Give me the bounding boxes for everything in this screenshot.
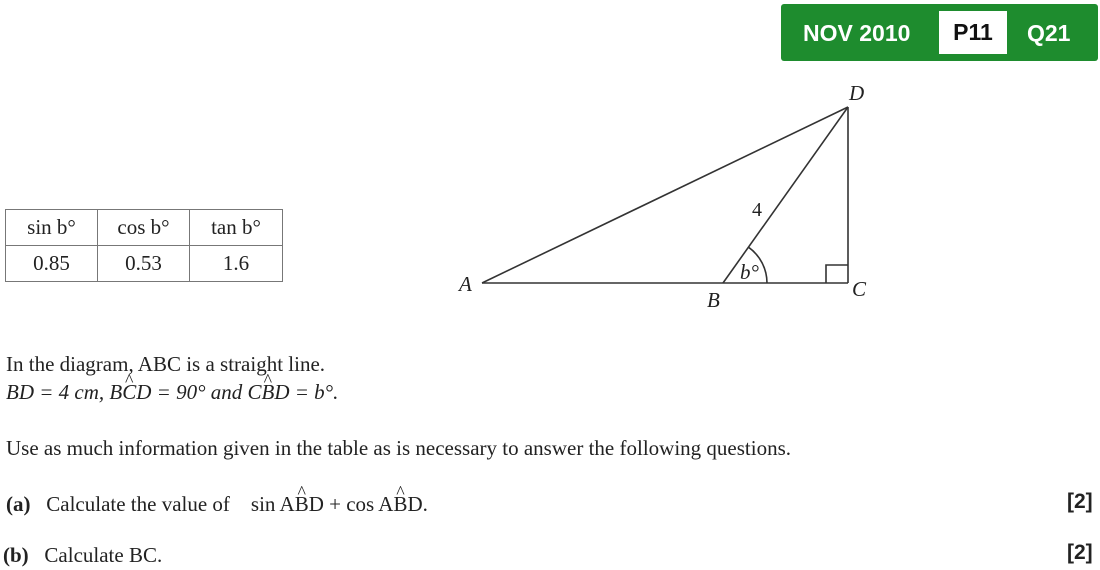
given-line-1: In the diagram, ABC is a straight line. [6, 352, 326, 376]
part-a-text: Calculate the value of [46, 492, 230, 516]
angle-hat-b: ^ B [262, 380, 275, 404]
line-ad [482, 107, 848, 283]
table-header-cos: cos b° [98, 210, 190, 246]
given-line-2: BD = 4 cm, B^ CD = 90° and C^ BD = b°. [6, 380, 338, 404]
paper-number: P11 [939, 11, 1007, 54]
part-b-marks: [2] [1067, 541, 1093, 564]
question-number: Q21 [1027, 20, 1071, 46]
part-a-marks: [2] [1067, 490, 1093, 513]
table-value-tan: 1.6 [190, 246, 283, 282]
part-a-label: (a) [6, 492, 31, 516]
line-bd [723, 107, 848, 283]
length-label-bd: 4 [752, 199, 762, 221]
point-label-d: D [849, 81, 865, 105]
table-value-sin: 0.85 [6, 246, 98, 282]
table-header-sin: sin b° [6, 210, 98, 246]
table-value-cos: 0.53 [98, 246, 190, 282]
angle-label: b° [740, 260, 759, 284]
right-angle-mark [826, 265, 848, 283]
table-header-tan: tan b° [190, 210, 283, 246]
point-label-c: C [852, 277, 867, 301]
part-a [6, 492, 428, 516]
part-b-text: Calculate BC. [44, 543, 163, 567]
part-b-label: (b) [3, 543, 29, 567]
angle-hat-c: ^ C [122, 380, 136, 404]
exam-date: NOV 2010 [803, 20, 911, 46]
point-label-a: A [459, 272, 472, 296]
instruction-text: Use as much information given in the table as is necessary to answer the following questions. [6, 436, 791, 460]
part-a-expression: sin A^ BD + cos A^ BD. [251, 492, 428, 516]
point-label-b: B [707, 288, 720, 312]
part-b [3, 543, 162, 567]
